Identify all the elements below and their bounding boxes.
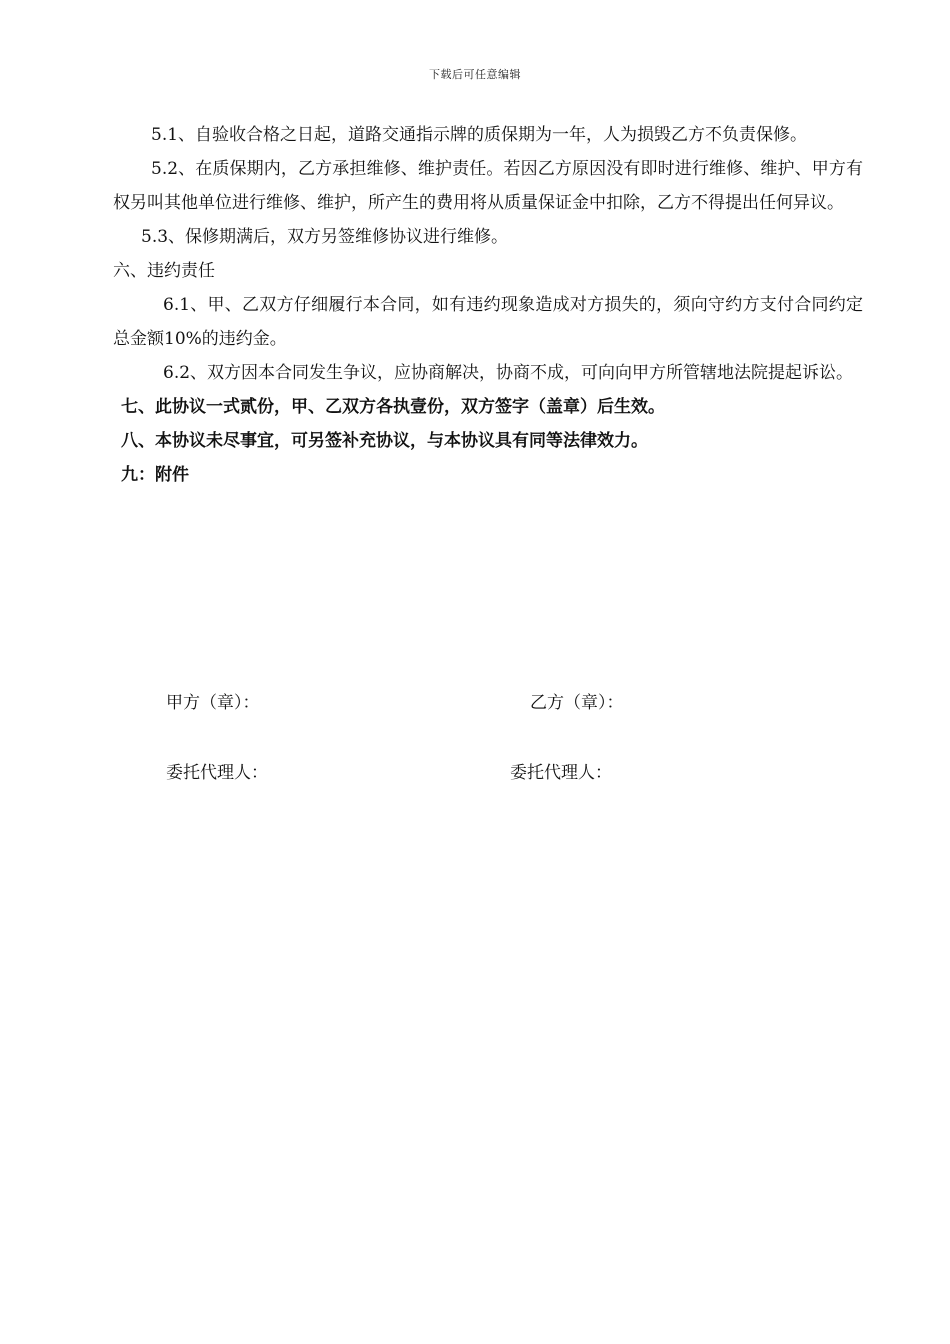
contract-body xyxy=(113,118,863,492)
section-8: 八、本协议未尽事宜，可另签补充协议，与本协议具有同等法律效力。 xyxy=(121,431,648,451)
party-b-agent-label: 委托代理人： xyxy=(510,763,612,783)
clause-6-1: 6.1、甲、乙双方仔细履行本合同，如有违约现象造成对方损失的，须向守约方支付合同约定总金额10%的违约金。 xyxy=(113,295,863,349)
section-6-title: 六、违约责任 xyxy=(113,261,215,281)
section-9-attachments: 九：附件 xyxy=(121,465,189,485)
clause-5-1: 5.1、自验收合格之日起，道路交通指示牌的质保期为一年，人为损毁乙方不负责保修。 xyxy=(151,125,808,145)
clause-5-2: 5.2、在质保期内，乙方承担维修、维护责任。若因乙方原因没有即时进行维修、维护、甲方有权另叫其他单位进行维修、维护，所产生的费用将从质量保证金中扣除，乙方不得提出任何异议。 xyxy=(113,159,863,213)
party-a-seal-label: 甲方（章）： xyxy=(166,693,260,713)
party-a-agent-label: 委托代理人： xyxy=(166,763,268,783)
section-7: 七、此协议一式贰份，甲、乙双方各执壹份，双方签字（盖章）后生效。 xyxy=(121,397,665,417)
page-header: 下载后可任意编辑 xyxy=(429,68,521,81)
clause-6-2: 6.2、双方因本合同发生争议，应协商解决，协商不成，可向向甲方所管辖地法院提起诉讼。 xyxy=(163,363,854,383)
party-b-seal-label: 乙方（章）： xyxy=(530,693,624,713)
clause-5-3: 5.3、保修期满后，双方另签维修协议进行维修。 xyxy=(141,227,509,247)
